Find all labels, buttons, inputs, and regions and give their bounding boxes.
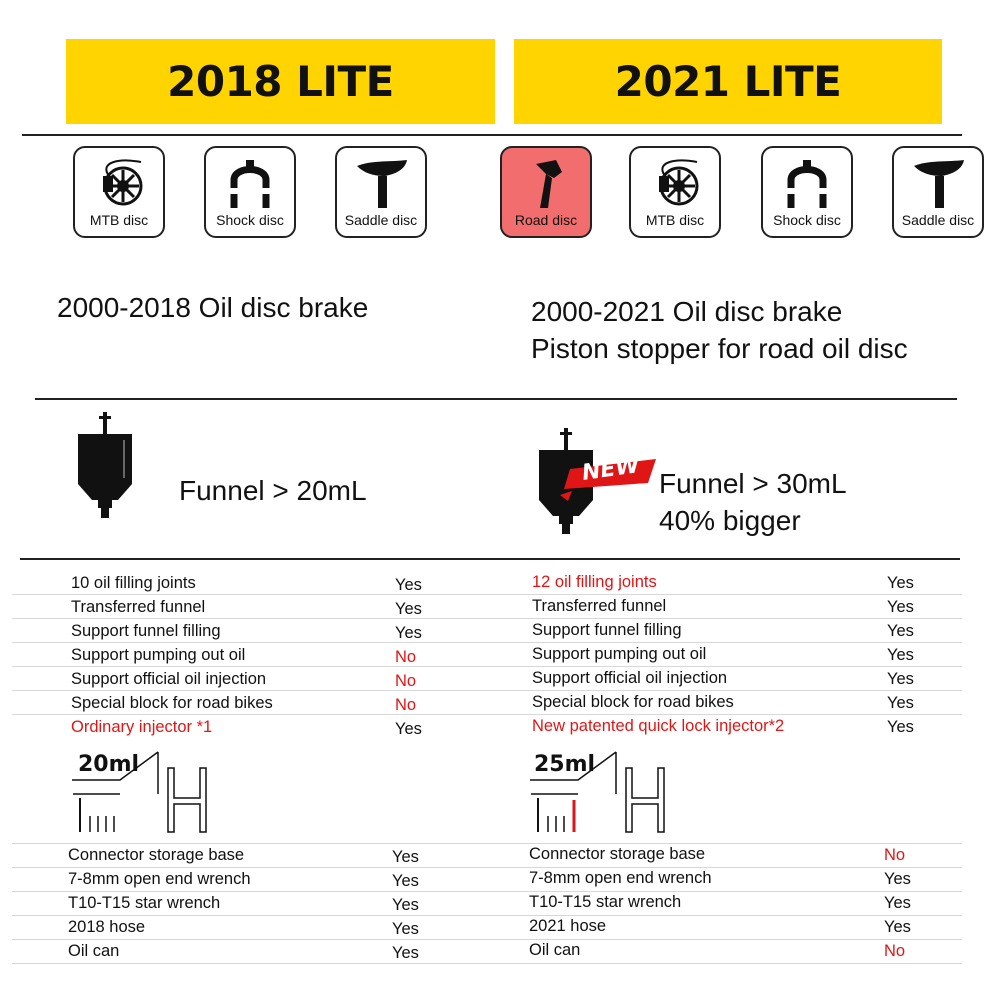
feature-label: Support official oil injection <box>71 670 267 688</box>
feature-value: Yes <box>887 622 914 640</box>
accessory-value: Yes <box>392 848 419 866</box>
accessory-value: Yes <box>884 918 911 936</box>
left-title: 2018 LITE <box>167 57 394 106</box>
mtb-disc-icon <box>89 154 149 210</box>
row-separator <box>12 867 962 868</box>
accessory-value: No <box>884 846 906 864</box>
row-separator <box>12 939 962 940</box>
feature-value: No <box>395 648 417 666</box>
feature-value: Yes <box>887 646 914 664</box>
accessory-value: Yes <box>392 944 419 962</box>
feature-label: Support official oil injection <box>532 669 728 687</box>
row-separator <box>12 891 962 892</box>
right-title-banner <box>514 39 942 124</box>
icon-label: Saddle disc <box>344 212 418 228</box>
right-funnel-line1: Funnel > 30mL <box>659 468 847 499</box>
right-description-line2: Piston stopper for road oil disc <box>531 333 908 364</box>
right-funnel-line2: 40% bigger <box>659 505 801 536</box>
saddle-icon <box>908 154 968 210</box>
right-title: 2021 LITE <box>614 57 842 106</box>
row-separator <box>12 666 962 667</box>
row-separator <box>12 915 962 916</box>
feature-label: Support funnel filling <box>532 621 682 639</box>
right-injector-caption: 25ml <box>534 752 596 777</box>
accessory-label: 2021 hose <box>529 917 607 935</box>
row-separator <box>12 843 962 844</box>
shock-icon <box>777 154 837 210</box>
injector-icon <box>530 750 680 834</box>
mtb-disc-icon <box>645 154 705 210</box>
accessory-label: Connector storage base <box>68 846 245 864</box>
feature-label: Transferred funnel <box>71 598 206 616</box>
feature-label: Support funnel filling <box>71 622 221 640</box>
injector-icon <box>72 750 222 834</box>
feature-value: Yes <box>395 600 422 618</box>
accessory-label: 7-8mm open end wrench <box>68 870 251 888</box>
feature-label: New patented quick lock injector*2 <box>532 717 785 735</box>
icon-label: MTB disc <box>89 212 149 228</box>
feature-label: Support pumping out oil <box>532 645 707 663</box>
accessory-value: No <box>884 942 906 960</box>
accessory-label: T10-T15 star wrench <box>529 893 682 911</box>
feature-value: No <box>395 672 417 690</box>
accessory-value: Yes <box>884 870 911 888</box>
shock-icon <box>220 154 280 210</box>
accessory-value: Yes <box>884 894 911 912</box>
accessory-label: Oil can <box>529 941 581 959</box>
accessory-value: Yes <box>392 896 419 914</box>
icon-tile-right-mtb <box>629 146 721 238</box>
left-injector-caption: 20ml <box>78 752 140 777</box>
icon-tile-left-shock <box>204 146 296 238</box>
right-description-line1: 2000-2021 Oil disc brake <box>531 296 843 327</box>
feature-value: Yes <box>887 574 914 592</box>
left-title-banner <box>66 39 495 124</box>
row-separator <box>12 618 962 619</box>
feature-label: Support pumping out oil <box>71 646 246 664</box>
feature-value: Yes <box>395 720 422 738</box>
left-description: 2000-2018 Oil disc brake <box>57 292 369 323</box>
feature-value: Yes <box>395 624 422 642</box>
feature-label: 12 oil filling joints <box>532 573 657 591</box>
icon-label: MTB disc <box>645 212 705 228</box>
saddle-icon <box>351 154 411 210</box>
row-separator <box>12 642 962 643</box>
feature-label: Ordinary injector *1 <box>71 718 213 736</box>
feature-value: Yes <box>887 694 914 712</box>
new-badge: NEW <box>580 453 642 486</box>
icon-label: Shock disc <box>773 212 841 228</box>
accessory-label: 2018 hose <box>68 918 146 936</box>
feature-label: 10 oil filling joints <box>71 574 196 592</box>
row-separator <box>12 690 962 691</box>
accessory-label: Connector storage base <box>529 845 706 863</box>
divider-top <box>22 134 962 136</box>
road-disc-icon <box>516 154 576 210</box>
icon-tile-right-road <box>500 146 592 238</box>
icon-tile-right-shock <box>761 146 853 238</box>
feature-value: Yes <box>887 598 914 616</box>
funnel-icon <box>76 412 136 520</box>
row-separator <box>12 714 962 715</box>
accessory-label: Oil can <box>68 942 120 960</box>
feature-label: Special block for road bikes <box>71 694 273 712</box>
feature-value: Yes <box>395 576 422 594</box>
icon-tile-left-mtb <box>73 146 165 238</box>
row-separator <box>12 963 962 964</box>
accessory-value: Yes <box>392 872 419 890</box>
icon-tile-left-saddle <box>335 146 427 238</box>
accessory-label: 7-8mm open end wrench <box>529 869 712 887</box>
icon-label: Saddle disc <box>901 212 975 228</box>
left-funnel-text: Funnel > 20mL <box>179 475 367 506</box>
feature-value: Yes <box>887 718 914 736</box>
feature-label: Special block for road bikes <box>532 693 734 711</box>
icon-label: Road disc <box>514 212 578 228</box>
icon-tile-right-saddle <box>892 146 984 238</box>
row-separator <box>12 594 962 595</box>
icon-label: Shock disc <box>216 212 284 228</box>
feature-value: Yes <box>887 670 914 688</box>
accessory-value: Yes <box>392 920 419 938</box>
feature-value: No <box>395 696 417 714</box>
divider-middle <box>35 398 957 400</box>
accessory-label: T10-T15 star wrench <box>68 894 221 912</box>
divider-table <box>20 558 960 560</box>
feature-label: Transferred funnel <box>532 597 667 615</box>
